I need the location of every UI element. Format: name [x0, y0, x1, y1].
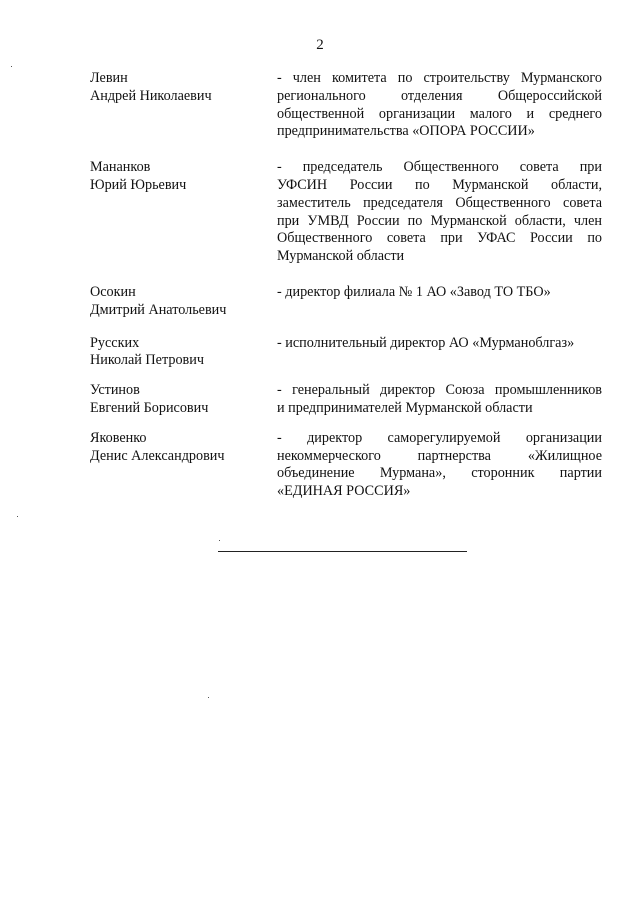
member-given-names: Юрий Юрьевич — [90, 176, 187, 193]
role-line: - директор саморегулируемой организации — [277, 429, 602, 446]
member-given-names: Николай Петрович — [90, 352, 204, 369]
role-line: - член комитета по строительству Мурманского — [277, 70, 602, 86]
member-role — [277, 284, 602, 320]
member-name — [90, 335, 277, 371]
member-role — [277, 335, 602, 371]
list-item — [90, 335, 602, 371]
scan-speck — [219, 540, 220, 541]
role-line: - генеральный директор Союза промышленников — [277, 382, 602, 399]
list-item — [90, 284, 602, 320]
member-role — [277, 70, 602, 141]
member-given-names: Андрей Николаевич — [90, 87, 212, 104]
member-name — [90, 70, 277, 141]
member-name — [90, 382, 277, 418]
member-surname: Устинов — [90, 382, 140, 399]
role-line: некоммерческого партнерства «Жилищное — [277, 447, 602, 464]
member-name — [90, 284, 277, 320]
role-line: общественной организации малого и среднего — [277, 105, 602, 122]
member-given-names: Дмитрий Анатольевич — [90, 301, 227, 318]
list-item — [90, 159, 602, 266]
role-line: и предпринимателей Мурманской области — [277, 399, 533, 416]
member-surname: Русских — [90, 334, 140, 351]
scan-speck — [17, 516, 18, 517]
member-name — [90, 159, 277, 266]
role-line: заместитель председателя Общественного совета — [277, 194, 602, 211]
closing-rule — [218, 551, 467, 552]
member-name — [90, 430, 277, 501]
member-surname: Осокин — [90, 283, 136, 300]
role-line: объединение Мурмана», сторонник партии — [277, 465, 602, 482]
scan-speck — [208, 697, 209, 698]
member-list — [90, 70, 602, 519]
role-line: УФСИН России по Мурманской области, — [277, 176, 602, 193]
member-role — [277, 159, 602, 266]
page-number: 2 — [316, 37, 324, 53]
role-line: предпринимательства «ОПОРА РОССИИ» — [277, 123, 535, 140]
list-item — [90, 70, 602, 141]
role-line: регионального отделения Общероссийской — [277, 87, 602, 104]
list-item — [90, 430, 602, 501]
role-line: Общественного совета при УФАС России по — [277, 230, 602, 247]
member-given-names: Денис Александрович — [90, 447, 225, 464]
member-surname: Левин — [90, 70, 128, 86]
role-line: - исполнительный директор АО «Мурманоблгаз» — [277, 334, 575, 351]
scan-speck — [11, 66, 12, 67]
member-role — [277, 382, 602, 418]
role-line: - директор филиала № 1 АО «Завод ТО ТБО» — [277, 283, 551, 300]
role-line: при УМВД России по Мурманской области, член — [277, 212, 602, 229]
role-line: - председатель Общественного совета при — [277, 159, 602, 176]
list-item — [90, 382, 602, 418]
member-role — [277, 430, 602, 501]
member-surname: Яковенко — [90, 429, 147, 446]
member-given-names: Евгений Борисович — [90, 399, 209, 416]
role-line: Мурманской области — [277, 248, 405, 265]
role-line: «ЕДИНАЯ РОССИЯ» — [277, 483, 411, 500]
member-surname: Мананков — [90, 159, 151, 176]
